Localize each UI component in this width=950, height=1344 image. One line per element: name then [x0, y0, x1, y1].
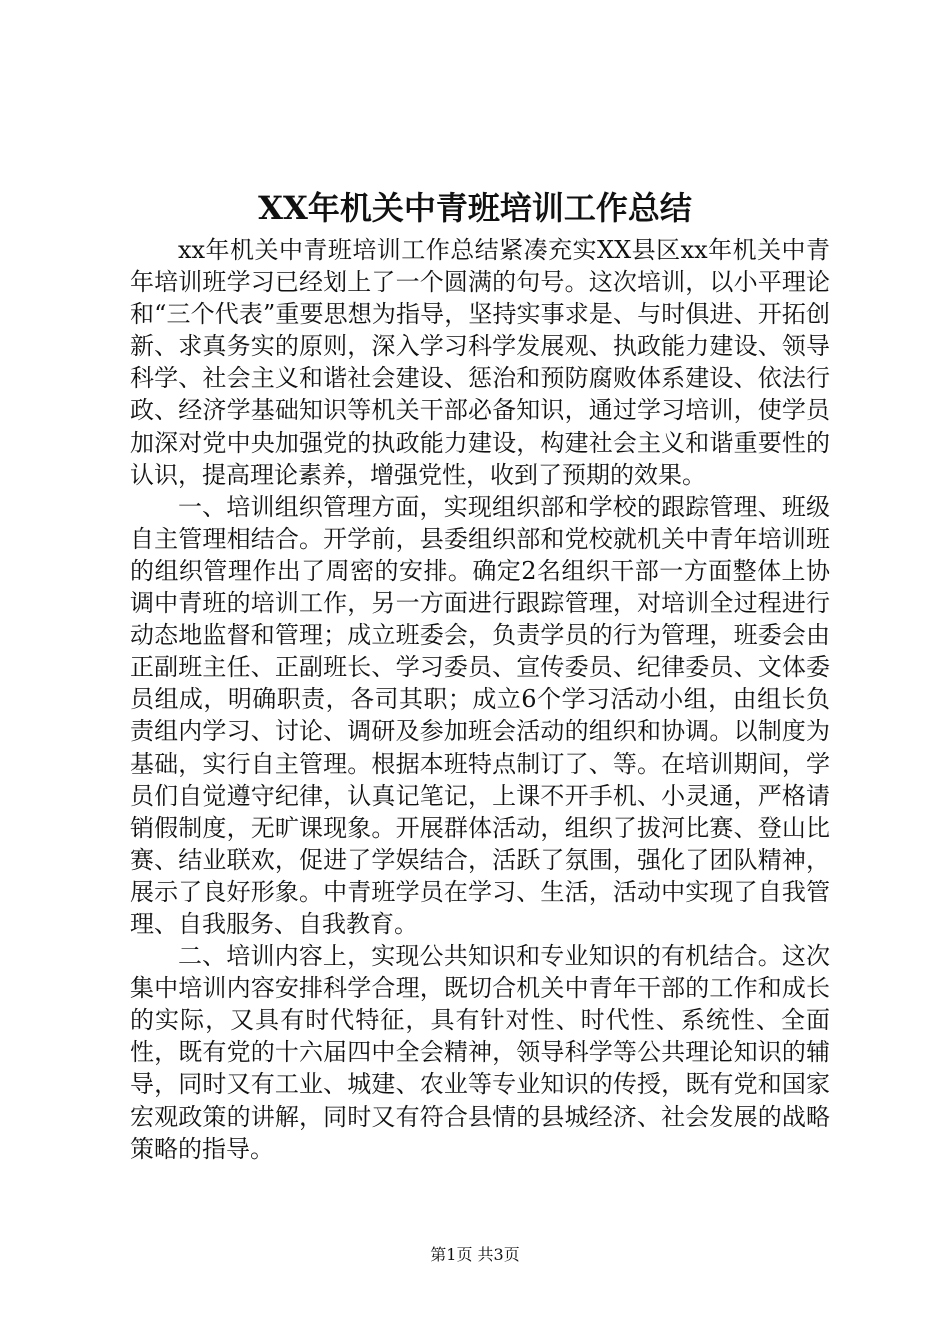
- document-body: [130, 234, 830, 1165]
- document-title: XX年机关中青班培训工作总结: [258, 189, 692, 227]
- paragraph-intro: xx年机关中青班培训工作总结紧凑充实XX县区xx年机关中青年培训班学习已经划上了一个圆满的句号。这次培训，以小平理论和“三个代表”重要思想为指导，坚持实事求是、与时俱进、开拓创新、求真务实的原则，深入学习科学发展观、执政能力建设、领导科学、社会主义和谐社会建设、惩治和预防腐败体系建设、依法行政、经济学基础知识等机关干部必备知识，通过学习培训，使学员加深对党中央加强党的执政能力建设，构建社会主义和谐重要性的认识，提高理论素养，增强党性，收到了预期的效果。: [130, 236, 830, 489]
- paragraph-content: 二、培训内容上，实现公共知识和专业知识的有机结合。这次集中培训内容安排科学合理，既切合机关中青年干部的工作和成长的实际，又具有时代特征，具有针对性、时代性、系统性、全面性，既有党的十六届四中全会精神，领导科学等公共理论知识的辅导，同时又有工业、城建、农业等专业知识的传授，既有党和国家宏观政策的讲解，同时又有符合县情的县城经济、社会发展的战略策略的指导。: [130, 942, 830, 1163]
- paragraph-organization: 一、培训组织管理方面，实现组织部和学校的跟踪管理、班级自主管理相结合。开学前，县委组织部和党校就机关中青年培训班的组织管理作出了周密的安排。确定2名组织干部一方面整体上协调中青班的培训工作，另一方面进行跟踪管理，对培训全过程进行动态地监督和管理；成立班委会，负责学员的行为管理，班委会由正副班主任、正副班长、学习委员、宣传委员、纪律委员、文体委员组成，明确职责，各司其职；成立6个学习活动小组，由组长负责组内学习、讨论、调研及参加班会活动的组织和协调。以制度为基础，实行自主管理。根据本班特点制订了、等。在培训期间，学员们自觉遵守纪律，认真记笔记，上课不开手机、小灵通，严格请销假制度，无旷课现象。开展群体活动，组织了拔河比赛、登山比赛、结业联欢，促进了学娱结合，活跃了氛围，强化了团队精神，展示了良好形象。中青班学员在学习、生活，活动中实现了自我管理、自我服务、自我教育。: [130, 492, 830, 938]
- page-footer: 第1页 共3页: [430, 1245, 520, 1264]
